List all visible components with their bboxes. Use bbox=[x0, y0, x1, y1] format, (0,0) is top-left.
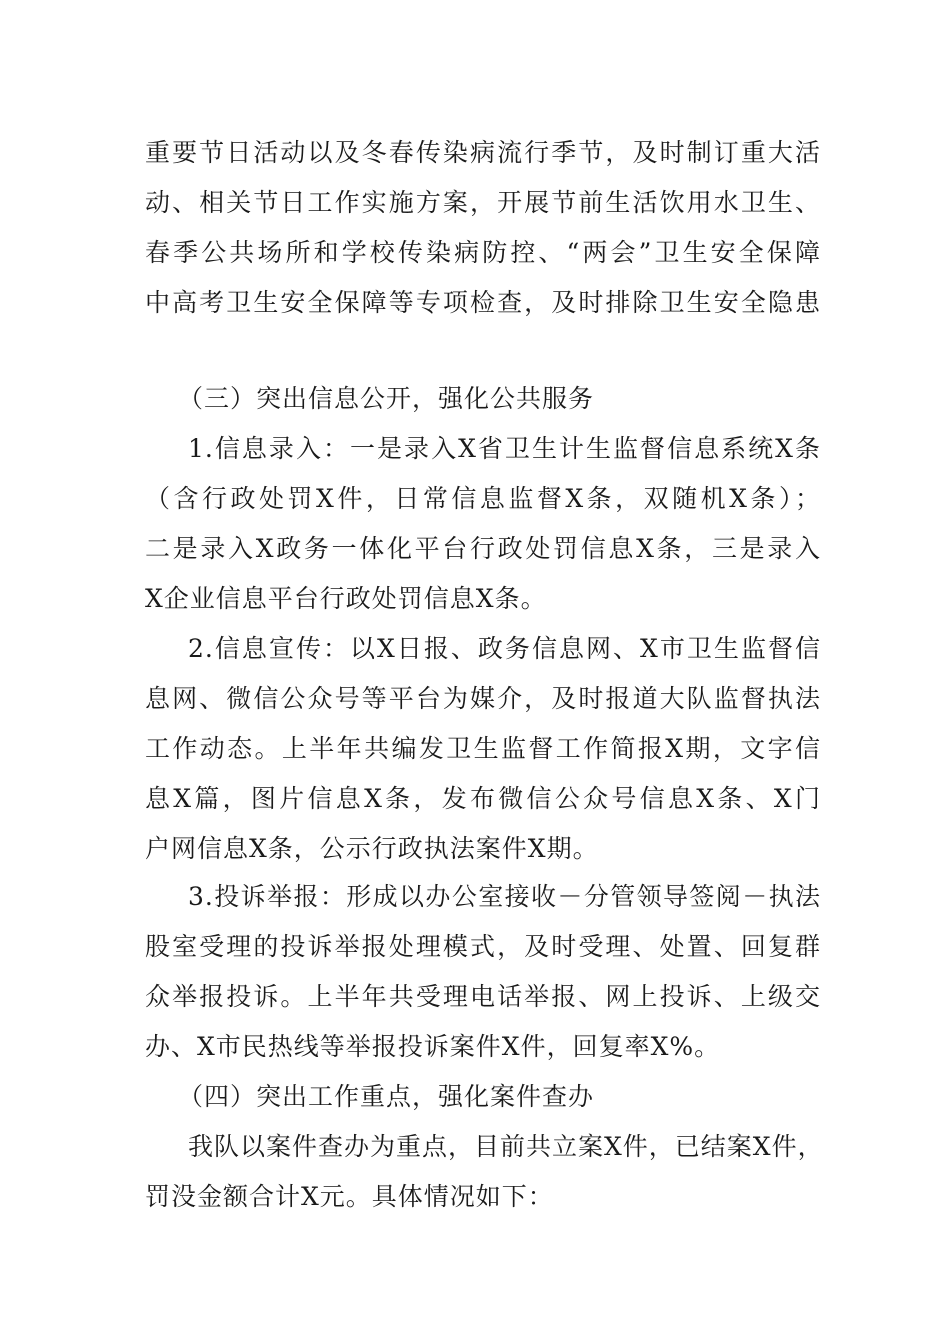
paragraph-line: 罚没金额合计X元。具体情况如下： bbox=[145, 1182, 554, 1211]
paragraph-line: 工作动态。上半年共编发卫生监督工作简报X期，文字信 bbox=[145, 734, 821, 763]
paragraph-line: 息X篇，图片信息X条，发布微信公众号信息X条、X门 bbox=[145, 784, 821, 813]
section-heading: （四）突出工作重点，强化案件查办 bbox=[178, 1082, 595, 1111]
paragraph-line: 户网信息X条，公示行政执法案件X期。 bbox=[145, 834, 599, 863]
paragraph-line: 办、X市民热线等举报投诉案件X件，回复率X%。 bbox=[145, 1032, 721, 1061]
paragraph-line: 众举报投诉。上半年共受理电话举报、网上投诉、上级交 bbox=[145, 982, 821, 1011]
intro-line: 重要节日活动以及冬春传染病流行季节，及时制订重大活 bbox=[145, 138, 821, 167]
intro-line: 春季公共场所和学校传染病防控、“两会”卫生安全保障 bbox=[145, 238, 821, 267]
paragraph-line: 股室受理的投诉举报处理模式，及时受理、处置、回复群 bbox=[145, 932, 821, 961]
paragraph-line: 2.信息宣传：以X日报、政务信息网、X市卫生监督信 bbox=[188, 634, 821, 663]
paragraph-line: 3.投诉举报：形成以办公室接收－分管领导签阅－执法 bbox=[188, 882, 821, 911]
paragraph-line: X企业信息平台行政处罚信息X条。 bbox=[145, 584, 547, 613]
paragraph-line: 我队以案件查办为重点，目前共立案X件，已结案X件， bbox=[188, 1132, 824, 1161]
paragraph-line: 息网、微信公众号等平台为媒介，及时报道大队监督执法 bbox=[145, 684, 821, 713]
paragraph-line: （含行政处罚X件，日常信息监督X条，双随机X条）； bbox=[145, 484, 821, 513]
section-heading: （三）突出信息公开，强化公共服务 bbox=[178, 384, 595, 413]
intro-line: 中高考卫生安全保障等专项检查，及时排除卫生安全隐患 bbox=[145, 288, 821, 317]
paragraph-line: 二是录入X政务一体化平台行政处罚信息X条，三是录入 bbox=[145, 534, 821, 563]
intro-line: 动、相关节日工作实施方案，开展节前生活饮用水卫生、 bbox=[145, 188, 821, 217]
paragraph-line: 1.信息录入：一是录入X省卫生计生监督信息系统X条 bbox=[188, 434, 821, 463]
